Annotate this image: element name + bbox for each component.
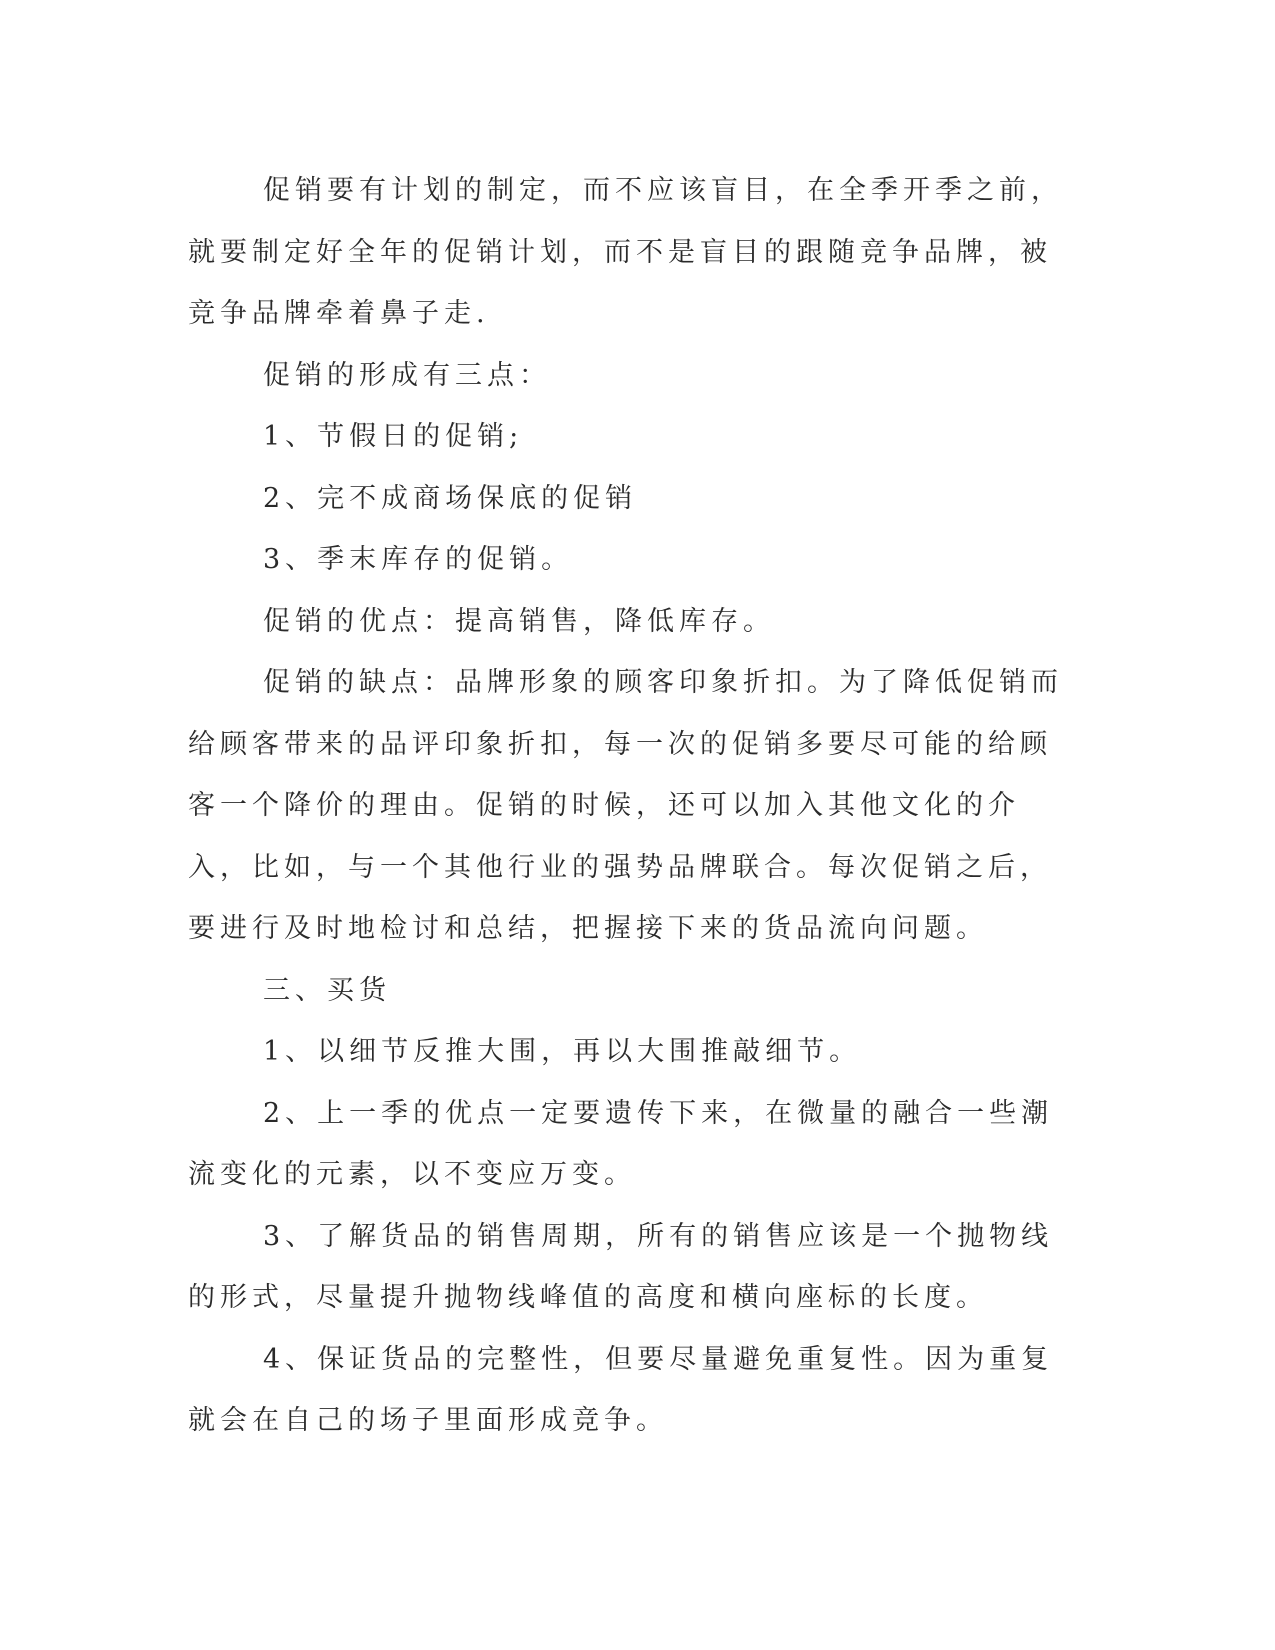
- paragraph-promotion-advantages: 促销的优点：提高销售，降低库存。: [263, 605, 775, 637]
- paragraph-promotion-forms-heading: 促销的形成有三点：: [263, 359, 551, 391]
- list-item-buying-4: 4、保证货品的完整性，但要尽量避免重复性。因为重复就会在自己的场子里面形成竞争。: [188, 1343, 1054, 1436]
- list-item-buying-3: 3、了解货品的销售周期，所有的销售应该是一个抛物线的形式，尽量提升抛物线峰值的高度和横向座标的长度。: [188, 1220, 1054, 1313]
- list-item-buying-1: 1、以细节反推大围，再以大围推敲细节。: [263, 1036, 862, 1067]
- list-item-season-end-promotion: 3、季末库存的促销。: [263, 544, 574, 575]
- document-body: [188, 160, 1068, 1452]
- section-heading-buying: 三、买货: [263, 974, 391, 1006]
- list-item-holiday-promotion: 1、节假日的促销;: [263, 421, 524, 452]
- paragraph-promotion-disadvantages: 促销的缺点：品牌形象的顾客印象折扣。为了降低促销而给顾客带来的品评印象折扣，每一次的促销多要尽可能的给顾客一个降价的理由。促销的时候，还可以加入其他文化的介入，比如，与一个其他行业的强势品牌联合。每次促销之后，要进行及时地检讨和总结，把握接下来的货品流向问题。: [188, 667, 1063, 944]
- list-item-buying-2: 2、上一季的优点一定要遗传下来，在微量的融合一些潮流变化的元素，以不变应万变。: [188, 1097, 1054, 1190]
- list-item-mall-guarantee-promotion: 2、完不成商场保底的促销: [263, 482, 638, 514]
- paragraph-promotion-planning: 促销要有计划的制定，而不应该盲目，在全季开季之前，就要制定好全年的促销计划，而不是盲目的跟随竞争品牌，被竞争品牌牵着鼻子走.: [188, 175, 1063, 329]
